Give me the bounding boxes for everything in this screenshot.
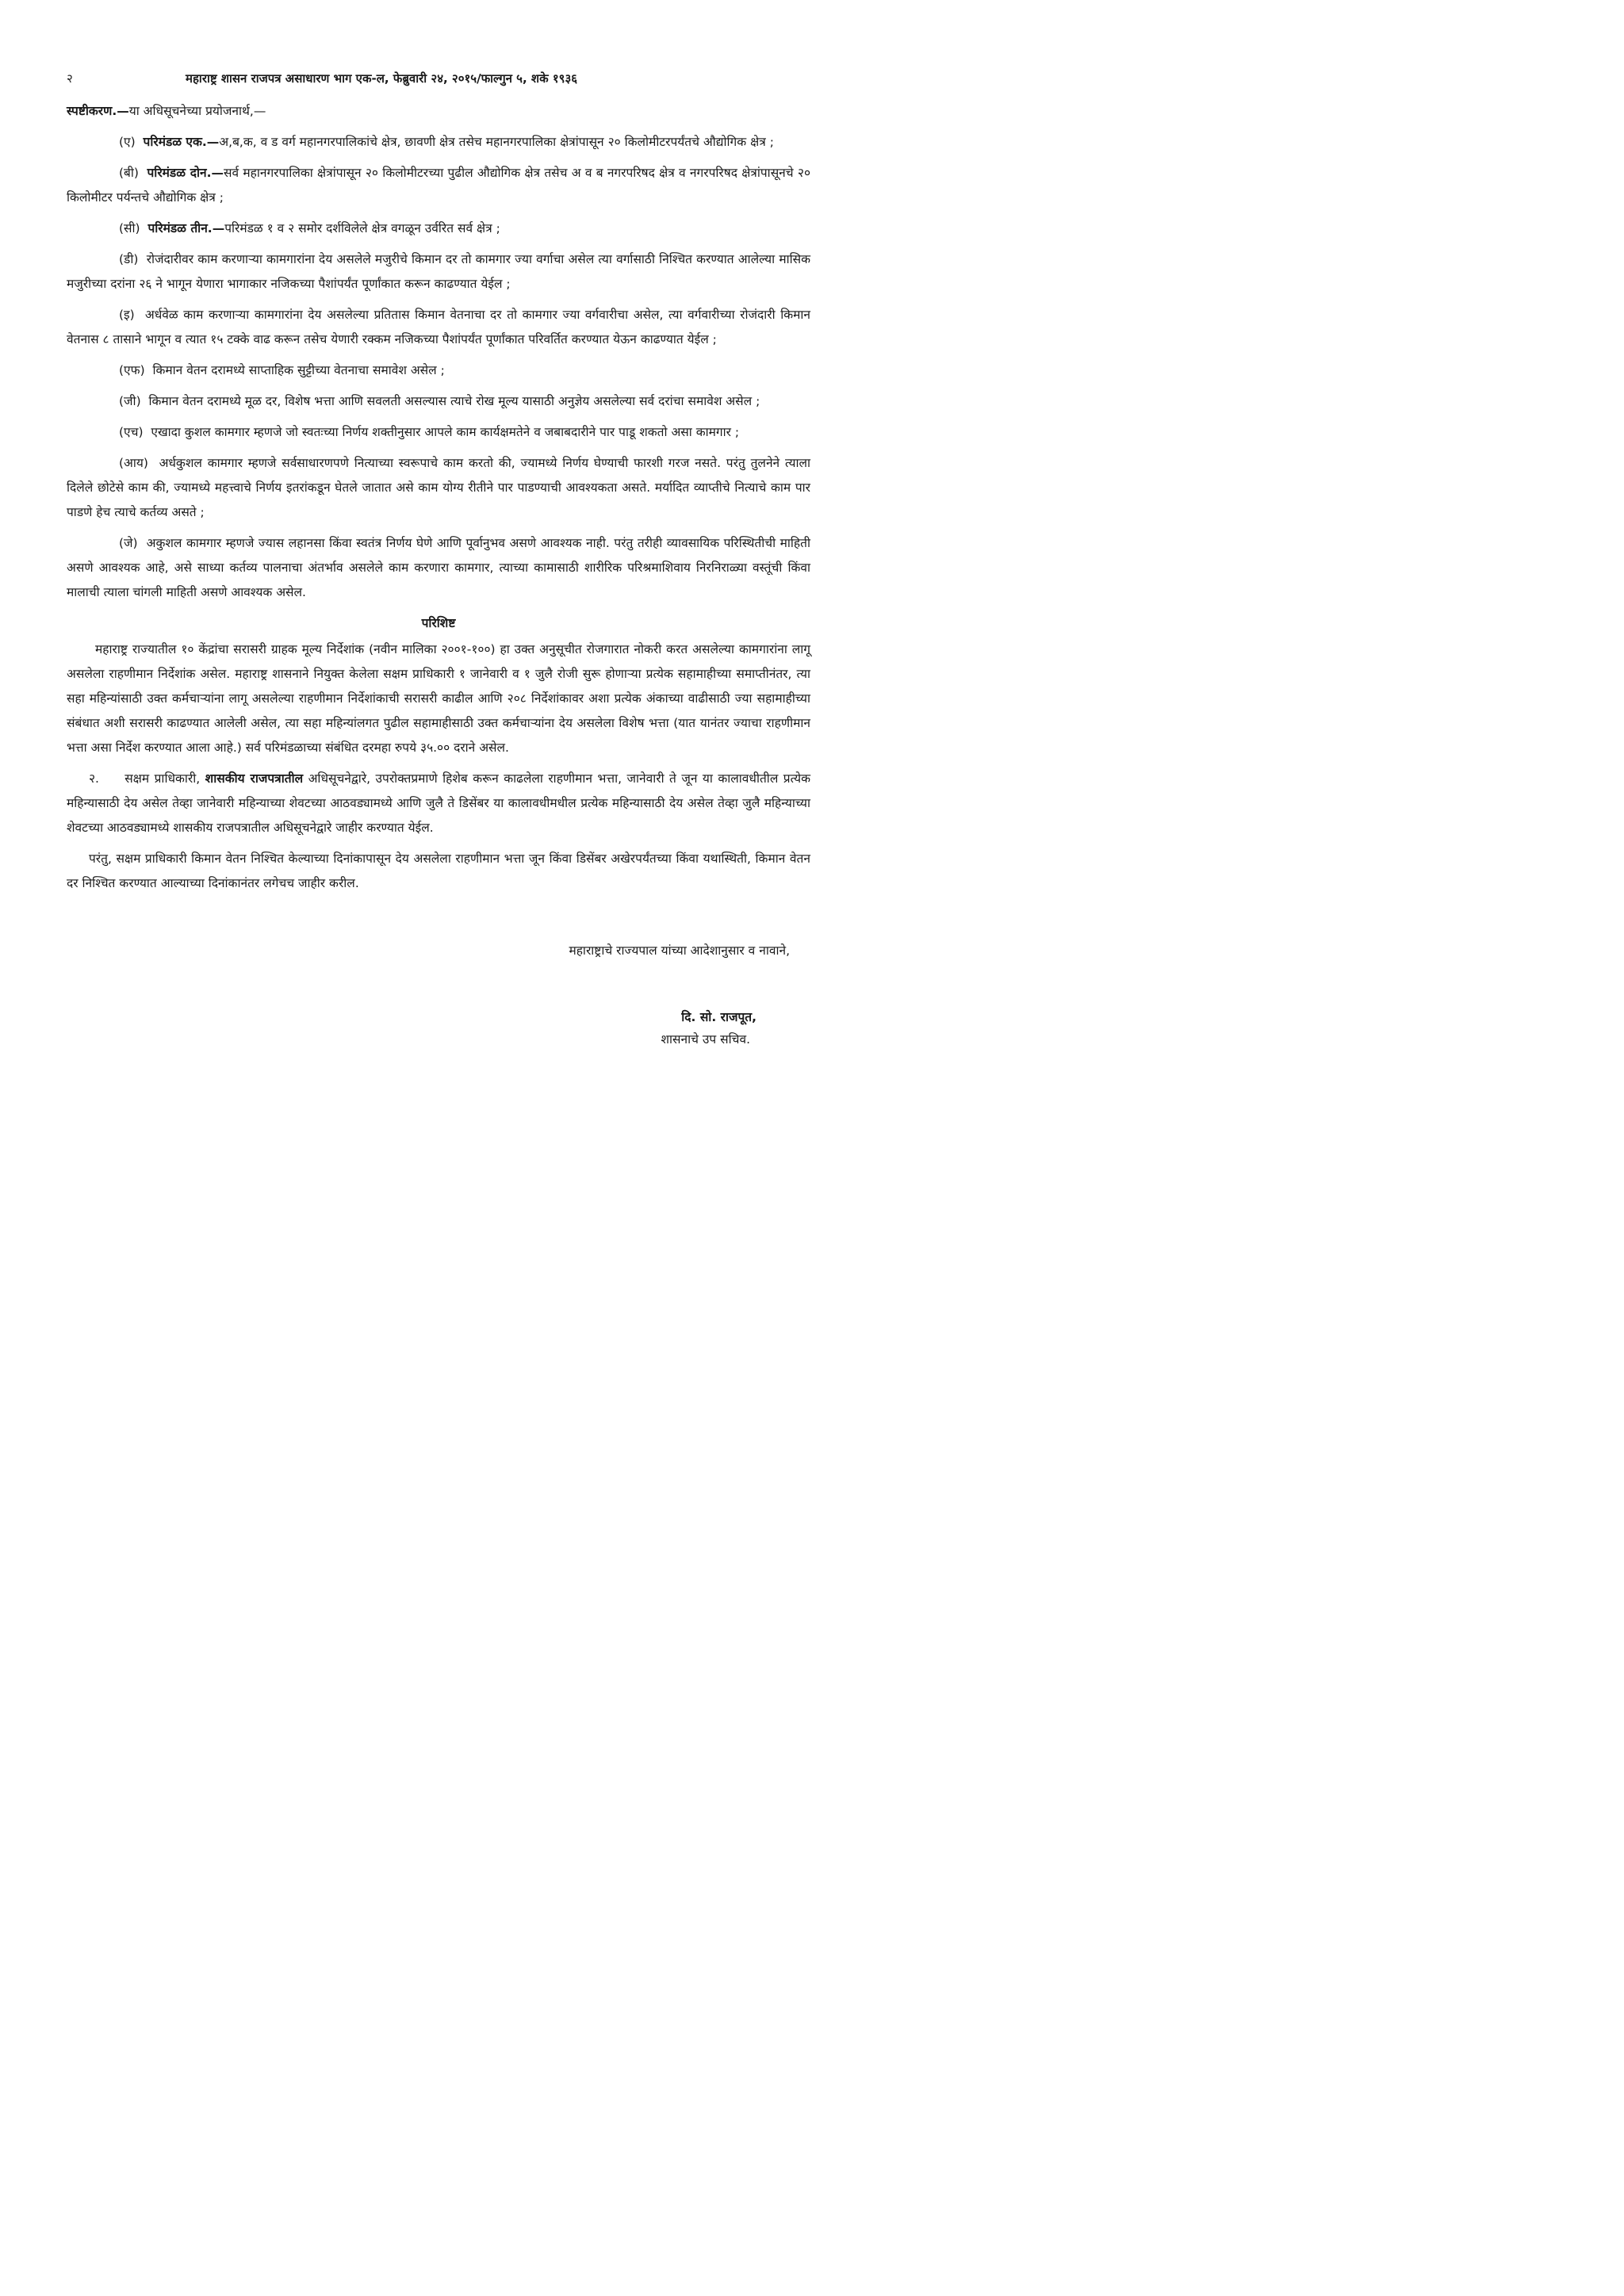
clause-paragraph <box>67 161 810 210</box>
appendix-paragraph-2 <box>67 767 810 840</box>
clause-paragraph <box>67 531 810 605</box>
clause-label: (बी) <box>119 166 139 180</box>
appendix-paragraph-3: परंतु, सक्षम प्राधिकारी किमान वेतन निश्चित केल्याच्या दिनांकापासून देय असलेला राहणीमान भत्ता जून किंवा डिसेंबर अखेरपर्यंतच्या किंवा यथास्थिती, किमान वेतन दर निश्चित करण्यात आल्याच्या दिनांकानंतर लगेचच जाहीर करील. <box>67 851 810 890</box>
clause-list <box>67 130 810 605</box>
paragraph-2-lead: सक्षम प्राधिकारी, <box>124 771 205 786</box>
clause-label: (एफ) <box>119 363 145 377</box>
clause-text: किमान वेतन दरामध्ये साप्ताहिक सुट्टीच्या वेतनाचा समावेश असेल ; <box>152 363 445 377</box>
clause-title: परिमंडळ एक.— <box>143 135 220 149</box>
clause-paragraph <box>67 303 810 352</box>
clause-text: एखादा कुशल कामगार म्हणजे जो स्वतःच्या निर्णय शक्तीनुसार आपले काम कार्यक्षमतेने व जबाबदारीने पार पाडू शकतो असा कामगार ; <box>151 425 740 439</box>
clause-label: (ए) <box>119 135 136 149</box>
clause-text: परिमंडळ १ व २ समोर दर्शविलेले क्षेत्र वगळून उर्वरित सर्व क्षेत्र ; <box>224 221 500 235</box>
clause-paragraph <box>67 216 810 241</box>
appendix-paragraph-1: महाराष्ट्र राज्यातील १० केंद्रांचा सरासरी ग्राहक मूल्य निर्देशांक (नवीन मालिका २००१-१००) हा उक्त अनुसूचीत रोजगारात नोकरी करत असलेल्या कामगारांना लागू असलेला राहणीमान निर्देशांक असेल. महाराष्ट्र शासनाने नियुक्त केलेला सक्षम प्राधिकारी १ जानेवारी व १ जुलै रोजी सुरू होणाऱ्या प्रत्येक सहामाहीच्या समाप्तीनंतर, त्या सहा महिन्यांसाठी उक्त कर्मचाऱ्यांना लागू असलेल्या राहणीमान निर्देशांकाची सरासरी काढील आणि २०८ निर्देशांकावर अशा प्रत्येक अंकाच्या वाढीसाठी ज्या सहामाहीच्या संबंधात अशी सरासरी काढण्यात आलेली असेल, त्या सहा महिन्यांलगत पुढील सहामाहीसाठी उक्त कर्मचाऱ्यांना देय असलेला विशेष भत्ता (यात यानंतर ज्याचा राहणीमान भत्ता असा निर्देश करण्यात आला आहे.) सर्व परिमंडळाच्या संबंधित दरमहा रुपये ३५.०० दराने असेल. <box>67 642 810 755</box>
clause-paragraph <box>67 389 810 414</box>
clause-title: परिमंडळ दोन.— <box>147 166 224 180</box>
clause-paragraph <box>67 451 810 525</box>
order-line: महाराष्ट्राचे राज्यपाल यांच्या आदेशानुसार व नावाने, <box>569 943 790 958</box>
paragraph-2-bold: शासकीय राजपत्रातील <box>205 771 304 786</box>
paragraph-number: २. <box>89 771 99 786</box>
gazette-page <box>0 0 872 1237</box>
clause-text: किमान वेतन दरामध्ये मूळ दर, विशेष भत्ता आणि सवलती असल्यास त्याचे रोख मूल्य यासाठी अनुज्ञेय असलेल्या सर्व दरांचा समावेश असेल ; <box>148 394 760 408</box>
clause-text: सर्व महानगरपालिका क्षेत्रांपासून २० किलोमीटरच्या पुढील औद्योगिक क्षेत्र तसेच अ व ब नगरपरिषद क्षेत्र व नगरपरिषद क्षेत्रांपासूनचे २० किलोमीटर पर्यन्तचे औद्योगिक क्षेत्र ; <box>67 166 810 205</box>
clause-label: (जे) <box>119 536 138 550</box>
clause-title: परिमंडळ तीन.— <box>147 221 225 235</box>
clause-label: (डी) <box>119 252 139 266</box>
page-header <box>67 67 810 91</box>
clause-text: अकुशल कामगार म्हणजे ज्यास लहानसा किंवा स्वतंत्र निर्णय घेणे आणि पूर्वानुभव असणे आवश्यक नाही. परंतु तरीही व्यावसायिक परिस्थितीची माहिती असणे आवश्यक आहे, असे साध्या कर्तव्य पालनाचा अंतर्भाव असलेले काम करणारा कामगार, त्याच्या कामासाठी शारीरिक परिश्रमाशिवाय निरनिराळ्या वस्तूंची किंवा मालाची त्याला चांगली माहिती असणे आवश्यक असेल. <box>67 536 811 599</box>
clause-paragraph <box>67 358 810 383</box>
clause-label: (एच) <box>119 425 144 439</box>
explanation-heading: स्पष्टीकरण.— <box>67 104 129 118</box>
clause-label: (सी) <box>119 221 140 235</box>
clause-paragraph <box>67 420 810 445</box>
paragraph-2-rest: अधिसूचनेद्वारे, उपरोक्तप्रमाणे हिशेब करून काढलेला राहणीमान भत्ता, जानेवारी ते जून या कालावधीतील प्रत्येक महिन्यासाठी देय असेल तेव्हा जानेवारी महिन्याच्या शेवटच्या आठवड्यामध्ये आणि जुलै ते डिसेंबर या कालावधीमधील प्रत्येक महिन्यासाठी देय असेल तेव्हा जुलै महिन्याच्या शेवटच्या आठवड्यामध्ये शासकीय राजपत्रातील अधिसूचनेद्वारे जाहीर करण्यात येईल. <box>67 771 810 835</box>
explanation-text: या अधिसूचनेच्या प्रयोजनार्थ,— <box>128 104 266 118</box>
gazette-title: महाराष्ट्र शासन राजपत्र असाधारण भाग एक-ल, फेब्रुवारी २४, २०१५/फाल्गुन ५, शके १९३६ <box>186 71 578 86</box>
clause-text: अर्धकुशल कामगार म्हणजे सर्वसाधारणपणे नित्याच्या स्वरूपाचे काम करतो की, ज्यामध्ये निर्णय घेण्याची फारशी गरज नसते. परंतु तुलनेने त्याला दिलेले छोटेसे काम की, ज्यामध्ये महत्त्वाचे निर्णय इतरांकडून घेतले जातात असे काम योग्य रीतीने पार पाडण्याची आवश्यकता असते. मर्यादित व्याप्तीचे नित्याचे काम पार पाडणे हेच त्याचे कर्तव्य असते ; <box>67 456 810 519</box>
signatory-designation: शासनाचे उप सचिव. <box>661 1032 750 1047</box>
appendix-heading: परिशिष्ट <box>421 616 456 630</box>
clause-paragraph <box>67 130 810 155</box>
clause-label: (आय) <box>119 456 148 470</box>
clause-text: अ,ब,क, व ड वर्ग महानगरपालिकांचे क्षेत्र, छावणी क्षेत्र तसेच महानगरपालिका क्षेत्रांपासून २० किलोमीटरपर्यंतचे औद्योगिक क्षेत्र ; <box>219 135 774 149</box>
clause-text: रोजंदारीवर काम करणाऱ्या कामगारांना देय असलेले मजुरीचे किमान दर तो कामगार ज्या वर्गाचा असेल त्या वर्गासाठी निश्चित करण्यात आलेल्या मासिक मजुरीच्या दरांना २६ ने भागून येणारा भागाकार नजिकच्या पैशांपर्यंत पूर्णांकात करून काढण्यात येईल ; <box>67 252 810 291</box>
clause-label: (जी) <box>119 394 141 408</box>
clause-paragraph <box>67 247 810 297</box>
page-number: २ <box>67 71 73 86</box>
clause-text: अर्धवेळ काम करणाऱ्या कामगारांना देय असलेल्या प्रतितास किमान वेतनाचा दर तो कामगार ज्या वर्गवारीचा असेल, त्या वर्गवारीच्या रोजंदारी किमान वेतनास ८ तासाने भागून व त्यात १५ टक्के वाढ करून तसेच येणारी रक्कम नजिकच्या पैशांपर्यंत पूर्णांकात परिवर्तित करण्यात येऊन काढण्यात येईल ; <box>67 308 810 346</box>
explanation-paragraph <box>67 99 810 124</box>
clause-label: (इ) <box>119 308 135 322</box>
signatory-name: दि. सो. राजपूत, <box>681 1010 756 1024</box>
